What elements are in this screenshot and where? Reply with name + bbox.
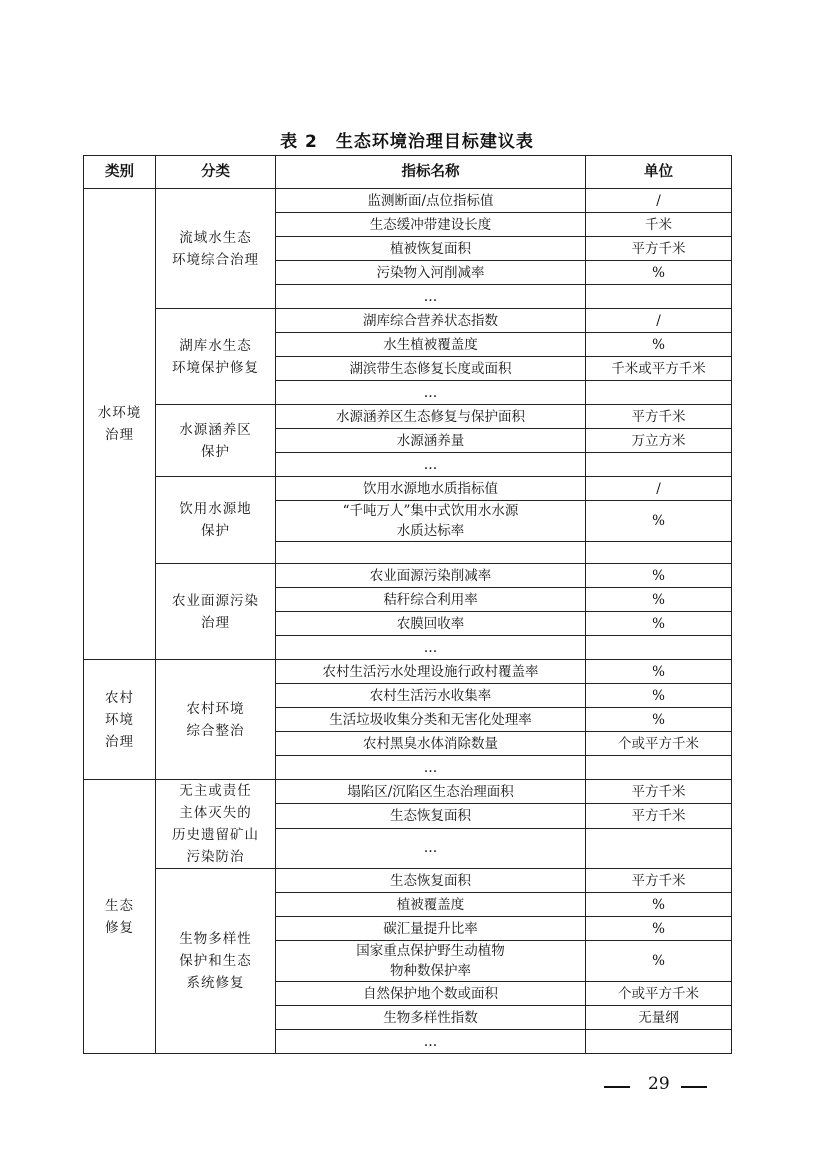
indicator-cell: 塌陷区/沉陷区生态治理面积 bbox=[276, 780, 586, 804]
indicator-cell: 污染物入河削减率 bbox=[276, 261, 586, 285]
indicator-cell: 农村黑臭水体消除数量 bbox=[276, 732, 586, 756]
indicator-cell: 农村生活污水收集率 bbox=[276, 684, 586, 708]
unit-cell: % bbox=[586, 660, 732, 684]
group-cell: 农业面源污染 治理 bbox=[156, 564, 276, 660]
unit-cell: % bbox=[586, 917, 732, 941]
unit-cell bbox=[586, 636, 732, 660]
table-row bbox=[84, 660, 732, 684]
unit-cell bbox=[586, 381, 732, 405]
indicator-cell: … bbox=[276, 828, 586, 868]
indicator-cell: 农村生活污水处理设施行政村覆盖率 bbox=[276, 660, 586, 684]
unit-cell: % bbox=[586, 941, 732, 982]
table-row bbox=[84, 309, 732, 333]
indicator-cell: 生态缓冲带建设长度 bbox=[276, 213, 586, 237]
unit-cell: % bbox=[586, 501, 732, 542]
indicator-cell: 湖滨带生态修复长度或面积 bbox=[276, 357, 586, 381]
indicator-cell: … bbox=[276, 453, 586, 477]
indicator-cell: 秸秆综合利用率 bbox=[276, 588, 586, 612]
group-cell: 农村环境 综合整治 bbox=[156, 660, 276, 780]
indicator-cell: 植被恢复面积 bbox=[276, 237, 586, 261]
indicator-cell: … bbox=[276, 381, 586, 405]
unit-cell bbox=[586, 542, 732, 564]
unit-cell: % bbox=[586, 333, 732, 357]
unit-cell: / bbox=[586, 309, 732, 333]
indicator-cell: 生态恢复面积 bbox=[276, 804, 586, 828]
indicator-cell: 水生植被覆盖度 bbox=[276, 333, 586, 357]
unit-cell: % bbox=[586, 684, 732, 708]
category-cell: 农村 环境 治理 bbox=[84, 660, 156, 780]
header-row bbox=[84, 156, 732, 189]
unit-cell bbox=[586, 828, 732, 868]
indicator-cell: 自然保护地个数或面积 bbox=[276, 982, 586, 1006]
indicator-cell: “千吨万人”集中式饮用水水源 水质达标率 bbox=[276, 501, 586, 542]
unit-cell bbox=[586, 285, 732, 309]
indicator-table bbox=[83, 155, 732, 1054]
unit-cell: % bbox=[586, 708, 732, 732]
unit-cell: 个或平方千米 bbox=[586, 732, 732, 756]
unit-cell: 平方千米 bbox=[586, 780, 732, 804]
group-cell: 湖库水生态 环境保护修复 bbox=[156, 309, 276, 405]
indicator-cell: 国家重点保护野生动植物 物种数保护率 bbox=[276, 941, 586, 982]
unit-cell bbox=[586, 1030, 732, 1054]
page-footer bbox=[0, 1072, 814, 1102]
indicator-cell: 水源涵养量 bbox=[276, 429, 586, 453]
unit-cell: 平方千米 bbox=[586, 804, 732, 828]
category-cell: 生态 修复 bbox=[84, 780, 156, 1054]
indicator-cell: 植被覆盖度 bbox=[276, 893, 586, 917]
unit-cell bbox=[586, 453, 732, 477]
indicator-cell: … bbox=[276, 756, 586, 780]
group-cell: 流域水生态 环境综合治理 bbox=[156, 189, 276, 309]
page-dash-left bbox=[604, 1086, 630, 1088]
header-indicator: 指标名称 bbox=[276, 156, 586, 189]
unit-cell: / bbox=[586, 477, 732, 501]
unit-cell: % bbox=[586, 564, 732, 588]
table-row bbox=[84, 477, 732, 501]
page-number: 29 bbox=[648, 1074, 670, 1094]
table-title: 表 2 生态环境治理目标建议表 bbox=[280, 132, 534, 152]
indicator-cell bbox=[276, 542, 586, 564]
unit-cell: 无量纲 bbox=[586, 1006, 732, 1030]
unit-cell: 个或平方千米 bbox=[586, 982, 732, 1006]
category-cell: 水环境 治理 bbox=[84, 189, 156, 660]
indicator-cell: 碳汇量提升比率 bbox=[276, 917, 586, 941]
indicator-cell: … bbox=[276, 285, 586, 309]
header-category: 类别 bbox=[84, 156, 156, 189]
header-unit: 单位 bbox=[586, 156, 732, 189]
indicator-cell: 生态恢复面积 bbox=[276, 869, 586, 893]
page-dash-right bbox=[681, 1086, 707, 1088]
group-cell: 无主或责任 主体灭失的 历史遗留矿山 污染防治 bbox=[156, 780, 276, 869]
unit-cell: % bbox=[586, 588, 732, 612]
indicator-cell: 饮用水源地水质指标值 bbox=[276, 477, 586, 501]
unit-cell bbox=[586, 756, 732, 780]
indicator-cell: … bbox=[276, 636, 586, 660]
unit-cell: 万立方米 bbox=[586, 429, 732, 453]
indicator-cell: … bbox=[276, 1030, 586, 1054]
table-row bbox=[84, 405, 732, 429]
indicator-cell: 生活垃圾收集分类和无害化处理率 bbox=[276, 708, 586, 732]
unit-cell: % bbox=[586, 612, 732, 636]
unit-cell: 平方千米 bbox=[586, 405, 732, 429]
table-row bbox=[84, 780, 732, 804]
table-row bbox=[84, 189, 732, 213]
unit-cell: % bbox=[586, 261, 732, 285]
unit-cell: 千米 bbox=[586, 213, 732, 237]
indicator-cell: 生物多样性指数 bbox=[276, 1006, 586, 1030]
unit-cell: 千米或平方千米 bbox=[586, 357, 732, 381]
group-cell: 生物多样性 保护和生态 系统修复 bbox=[156, 869, 276, 1054]
unit-cell: / bbox=[586, 189, 732, 213]
indicator-cell: 农业面源污染削减率 bbox=[276, 564, 586, 588]
indicator-cell: 水源涵养区生态修复与保护面积 bbox=[276, 405, 586, 429]
table-row bbox=[84, 564, 732, 588]
group-cell: 水源涵养区 保护 bbox=[156, 405, 276, 477]
unit-cell: 平方千米 bbox=[586, 237, 732, 261]
table-row bbox=[84, 869, 732, 893]
table-body bbox=[84, 189, 732, 1054]
group-cell: 饮用水源地 保护 bbox=[156, 477, 276, 564]
header-group: 分类 bbox=[156, 156, 276, 189]
unit-cell: % bbox=[586, 893, 732, 917]
indicator-cell: 湖库综合营养状态指数 bbox=[276, 309, 586, 333]
unit-cell: 平方千米 bbox=[586, 869, 732, 893]
indicator-cell: 监测断面/点位指标值 bbox=[276, 189, 586, 213]
indicator-cell: 农膜回收率 bbox=[276, 612, 586, 636]
